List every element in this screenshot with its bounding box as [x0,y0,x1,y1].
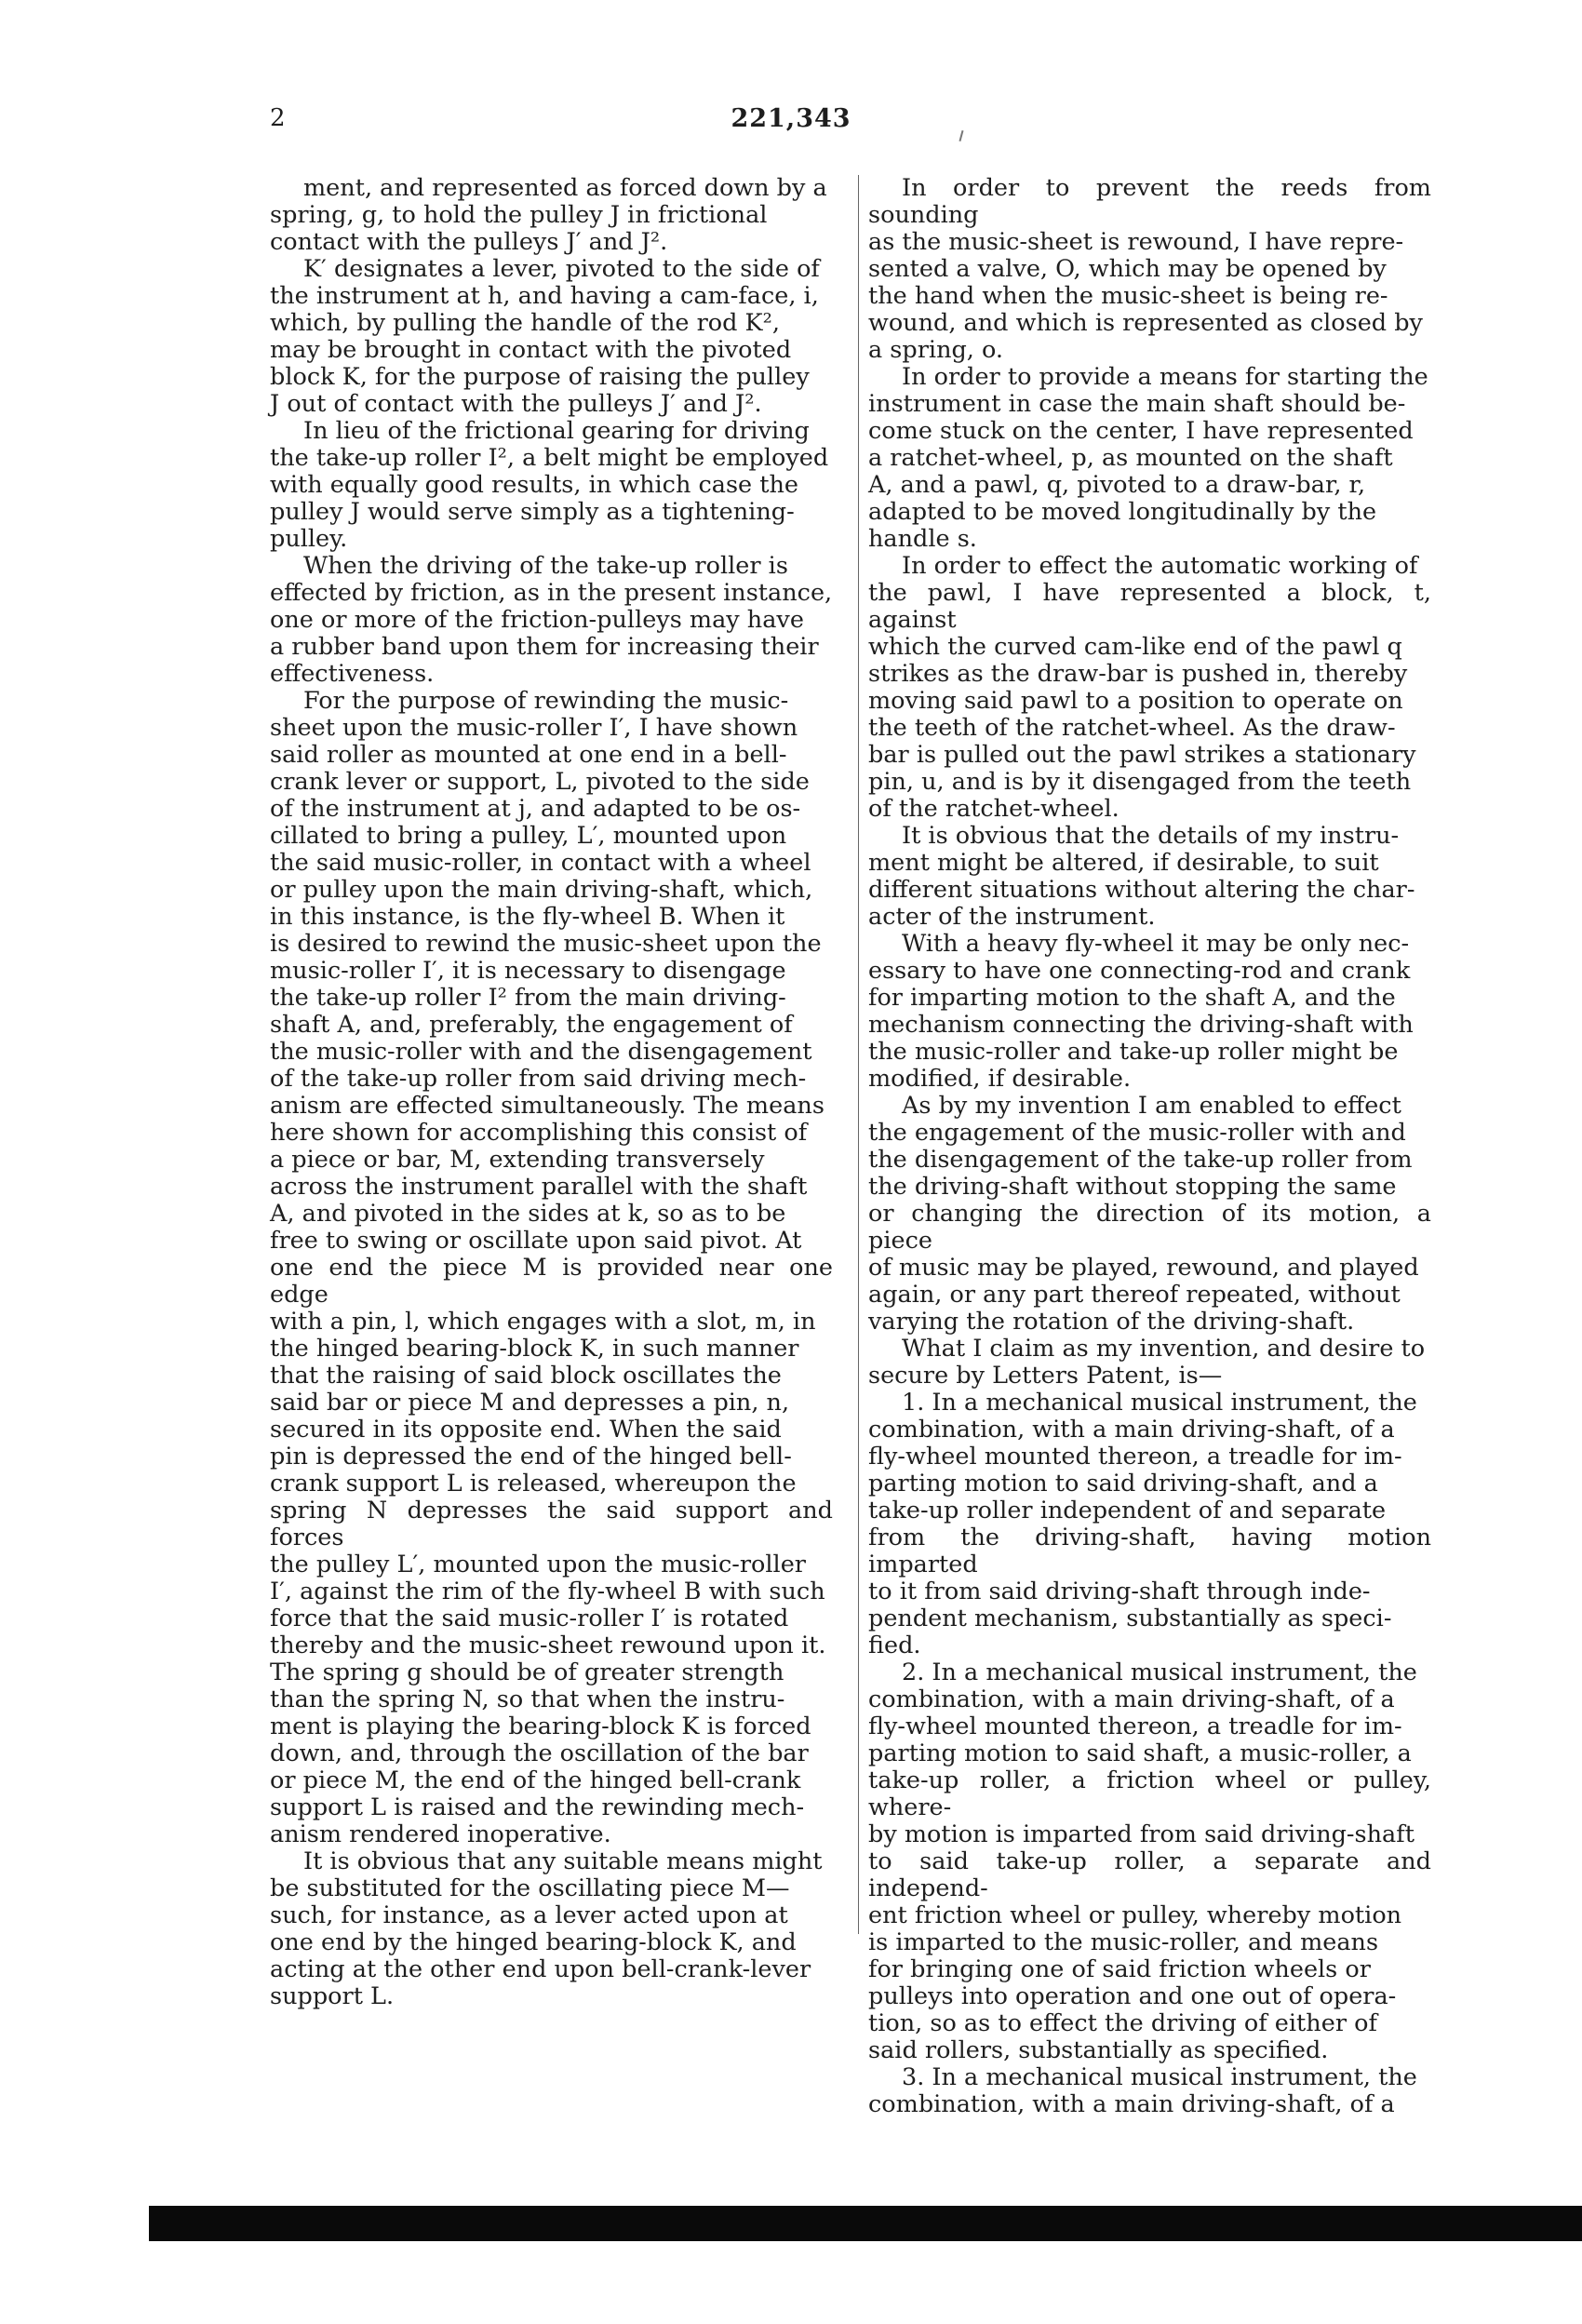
paragraph: For the purpose of rewinding the music- sheet upon the music-roller I′, I have shown said roller as mounted at one end in a bell- crank lever or support, L, pivoted to the side of the instrument at j, and adapted to be os- cillated to bring a pulley, L′, mounted upon the said music-roller, in contact with a wheel or pulley upon the main driving-shaft, which, in this instance, is the fly-wheel B. When it is desired to rewind the music-sheet upon the music-roller I′, it is necessary to disengage the take-up roller I² from the main driving- shaft A, and, preferably, the engagement of the music-roller with and the disengagement of the take-up roller from said driving mech- anism are effected simultaneously. The means here shown for accomplishing this consist of a piece or bar, M, extending transversely across the instrument parallel with the shaft A, and pivoted in the sides at k, so as to be free to swing or oscillate upon said pivot. At one end the piece M is provided near one edge with a pin, l, which engages with a slot, m, in the hinged bearing-block K, in such manner that the raising of said block oscillates the said bar or piece M and depresses a pin, n, secured in its opposite end. When the said pin is depressed the end of the hinged bell- crank support L is released, whereupon the spring N depresses the said support and forces the pulley L′, mounted upon the music-roller I′, against the rim of the fly-wheel B with such force that the said music-roller I′ is rotated thereby and the music-sheet rewound upon it. The spring g should be of greater strength than the spring N, so that when the instru- ment is playing the bearing-block K is forced down, and, through the oscillation of the bar or piece M, the end of the hinged bell-crank support L is raised and the rewinding mech- anism rendered inoperative. [270,687,833,1848]
paragraph: When the driving of the take-up roller is effected by friction, as in the present instance, one or more of the friction-pulleys may have a rubber band upon them for increasing their effectiveness. [270,552,833,688]
paragraph: What I claim as my invention, and desire to secure by Letters Patent, is— [868,1335,1426,1390]
page-header [0,104,1582,141]
patent-number: 221,343 [731,104,851,133]
claim-paragraph: 1. In a mechanical musical instrument, the combination, with a main driving-shaft, of a fly-wheel mounted thereon, a treadle for im- parting motion to said driving-shaft, and a take-up roller independent of and separate from the driving-shaft, having motion imparted to it from said driving-shaft through inde- pendent mechanism, substantially as speci- fied. [868,1389,1431,1659]
paragraph: In order to effect the automatic working of the pawl, I have represented a block, t, against which the curved cam-like end of the pawl q strikes as the draw-bar is pushed in, thereby moving said pawl to a position to operate on the teeth of the ratchet-wheel. As the draw- bar is pulled out the pawl strikes a stationary pin, u, and is by it disengaged from the teeth of the ratchet-wheel. [868,552,1431,823]
page-number: 2 [270,104,286,132]
paragraph: ment, and represented as forced down by a spring, g, to hold the pulley J in frictional contact with the pulleys J′ and J². [270,174,827,256]
paragraph: In order to provide a means for starting the instrument in case the main shaft should be- come stuck on the center, I have represented a ratchet-wheel, p, as mounted on the shaft A, and a pawl, q, pivoted to a draw-bar, r, adapted to be moved longitudinally by the handle s. [868,363,1428,553]
claim-paragraph: 2. In a mechanical musical instrument, the combination, with a main driving-shaft, of a fly-wheel mounted thereon, a treadle for im- parting motion to said shaft, a music-roller, a take-up roller, a friction wheel or pulley, where- by motion is imparted from said driving-shaft to said take-up roller, a separate and independ- ent friction wheel or pulley, whereby motion is imparted to the music-roller, and means for bringing one of said friction wheels or pulleys into operation and one out of opera- tion, so as to effect the driving of either of said rollers, substantially as specified. [868,1659,1431,2064]
paragraph: It is obvious that any suitable means might be substituted for the oscillating piece M— such, for instance, as a lever acted upon at one end by the hinged bearing-block K, and acting at the other end upon bell-crank-lever support L. [270,1847,823,2010]
claim-paragraph: 3. In a mechanical musical instrument, the combination, with a main driving-shaft, of a [868,2063,1417,2118]
left-column [270,175,833,2010]
scan-edge-bar [149,2206,1582,2241]
paragraph: It is obvious that the details of my instru- ment might be altered, if desirable, to suit different situations without altering the char- acter of the instrument. [868,822,1415,931]
paragraph: K′ designates a lever, pivoted to the side of the instrument at h, and having a cam-face, i, which, by pulling the handle of the rod K², may be brought in contact with the pivoted block K, for the purpose of raising the pulley J out of contact with the pulleys J′ and J². [270,255,820,418]
paragraph: In order to prevent the reeds from sounding as the music-sheet is rewound, I have repre- sented a valve, O, which may be opened by the hand when the music-sheet is being re- wound, and which is represented as closed by a spring, o. [868,174,1431,364]
column-divider [858,175,859,1934]
right-column [868,175,1431,2118]
paragraph: In lieu of the frictional gearing for driving the take-up roller I², a belt might be employed with equally good results, in which case the pulley J would serve simply as a tightening- pulley. [270,417,829,553]
paragraph: With a heavy fly-wheel it may be only nec- essary to have one connecting-rod and crank for imparting motion to the shaft A, and the mechanism connecting the driving-shaft with the music-roller and take-up roller might be modified, if desirable. [868,930,1414,1093]
paragraph: As by my invention I am enabled to effect the engagement of the music-roller with and the disengagement of the take-up roller from the driving-shaft without stopping the same or changing the direction of its motion, a piece of music may be played, rewound, and played again, or any part thereof repeated, without varying the rotation of the driving-shaft. [868,1092,1431,1336]
